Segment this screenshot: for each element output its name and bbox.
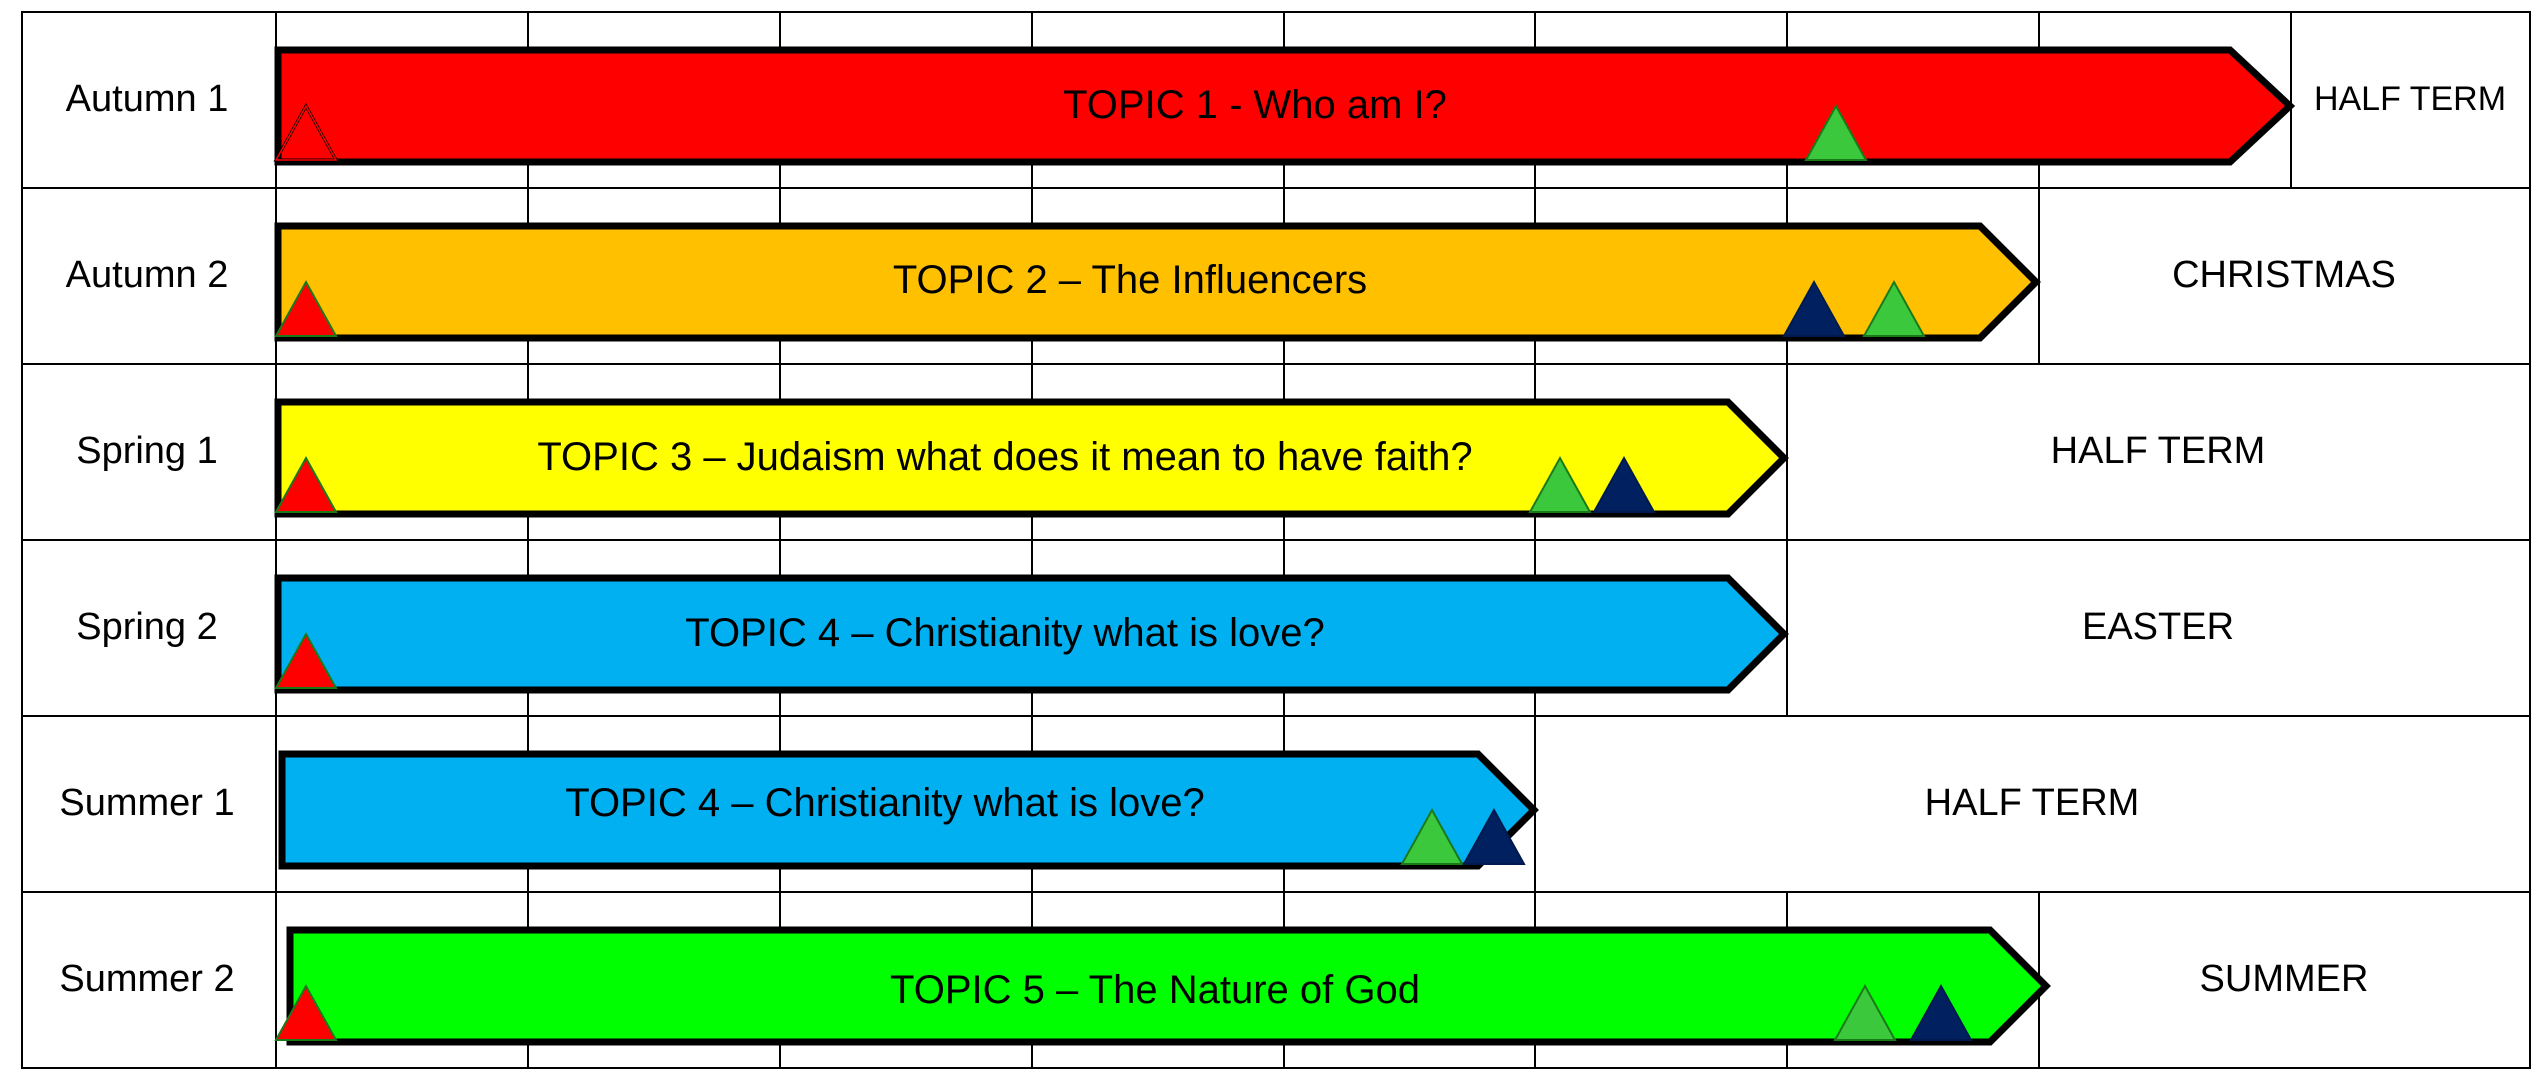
topic-label-spring-1: TOPIC 3 – Judaism what does it mean to have faith? — [537, 434, 1473, 479]
topic-label-summer-1: TOPIC 4 – Christianity what is love? — [565, 780, 1205, 825]
term-label-summer-2: Summer 2 — [59, 958, 235, 1000]
holiday-label-summer-1: HALF TERM — [1924, 782, 2140, 824]
term-label-autumn-1: Autumn 1 — [65, 78, 229, 120]
holiday-label-autumn-1: HALF TERM — [2313, 80, 2507, 118]
holiday-label-spring-2: EASTER — [2081, 606, 2235, 648]
topic-label-summer-2: TOPIC 5 – The Nature of God — [890, 967, 1420, 1012]
topic-label-autumn-1: TOPIC 1 - Who am I? — [1063, 82, 1447, 127]
holiday-label-autumn-2: CHRISTMAS — [2172, 254, 2396, 296]
term-label-spring-2: Spring 2 — [76, 606, 218, 648]
topic-label-spring-2: TOPIC 4 – Christianity what is love? — [685, 610, 1325, 655]
holiday-label-spring-1: HALF TERM — [2050, 430, 2266, 472]
term-label-summer-1: Summer 1 — [59, 782, 235, 824]
term-label-spring-1: Spring 1 — [76, 430, 218, 472]
holiday-label-summer-2: SUMMER — [2199, 958, 2369, 1000]
term-label-autumn-2: Autumn 2 — [65, 254, 229, 296]
topic-label-autumn-2: TOPIC 2 – The Influencers — [892, 257, 1368, 302]
